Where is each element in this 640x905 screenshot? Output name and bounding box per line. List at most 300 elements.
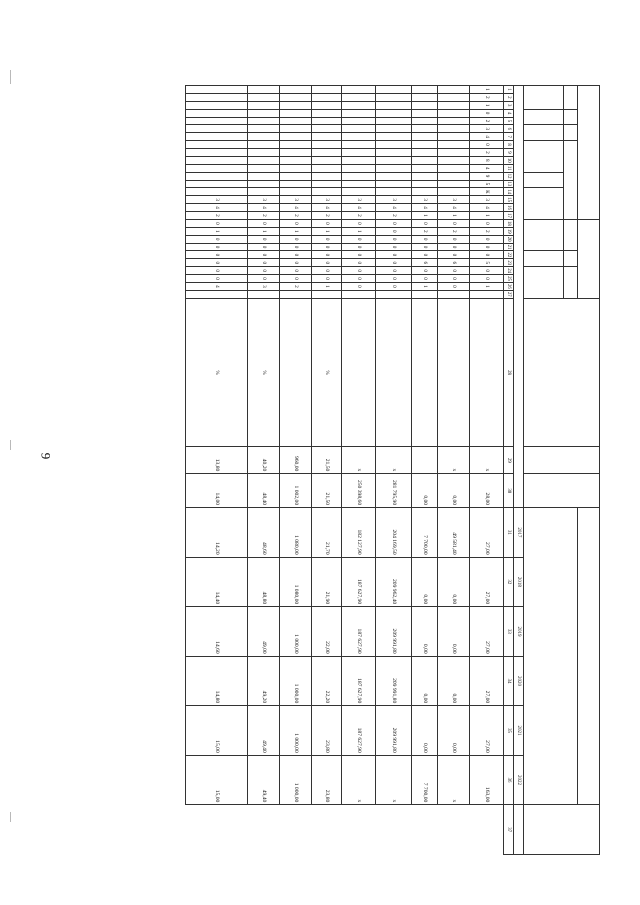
code-cell: 0: [376, 282, 412, 290]
code-cell: 1: [412, 282, 438, 290]
year-2021: 2021: [514, 706, 524, 756]
code-cell: [342, 125, 376, 133]
code-cell: 0: [376, 235, 412, 243]
code-cell: 0: [438, 275, 470, 283]
code-cell: [280, 188, 312, 196]
column-number: 6: [504, 125, 514, 133]
code-cell: 0: [438, 219, 470, 227]
header-row-1: [578, 86, 600, 855]
code-cell: 0: [312, 259, 342, 267]
code-cell: 4: [438, 204, 470, 212]
code-cell: [280, 125, 312, 133]
code-cell: [280, 141, 312, 149]
code-cell: 0: [186, 243, 248, 251]
code-cell: [280, 156, 312, 164]
code-cell: [312, 86, 342, 94]
year-value-cell: 1 080,00: [280, 508, 312, 558]
code-cell: [412, 188, 438, 196]
column-number-row: [504, 86, 514, 855]
column-number: 8: [504, 141, 514, 149]
code-cell: [438, 164, 470, 172]
code-cell: [186, 172, 248, 180]
code-cell: [186, 180, 248, 188]
year-2019: 2019: [514, 607, 524, 657]
program-name-cell: [312, 290, 342, 298]
code-cell: 2: [248, 212, 280, 220]
base-value-cell: 40,20: [248, 447, 280, 474]
column-number: 18: [504, 219, 514, 227]
code-cell: [248, 172, 280, 180]
code-cell: [248, 133, 280, 141]
code-cell: 0: [342, 259, 376, 267]
base-value-cell: 13,80: [186, 447, 248, 474]
code-cell: [438, 141, 470, 149]
year-value-cell: 1 000,00: [280, 706, 312, 756]
code-cell: [248, 109, 280, 117]
code-cell: 1: [280, 227, 312, 235]
header-blank-d: [524, 219, 564, 251]
target-value-cell: 7 700,00: [412, 755, 438, 805]
code-cell: 0: [248, 259, 280, 267]
header-measure: [564, 267, 578, 299]
code-cell: [342, 172, 376, 180]
year-2020: 2020: [514, 656, 524, 706]
code-cell: [312, 109, 342, 117]
rotated-table-container: [210, 85, 600, 855]
code-cell: [376, 133, 412, 141]
code-cell: [312, 172, 342, 180]
code-cell: [438, 156, 470, 164]
code-cell: [280, 86, 312, 94]
code-cell: 0: [248, 235, 280, 243]
code-cell: [248, 125, 280, 133]
code-cell: [312, 93, 342, 101]
code-cell: [248, 180, 280, 188]
year-value-cell: 209 991,80: [376, 607, 412, 657]
code-cell: 1: [470, 282, 504, 290]
code-cell: 0: [280, 235, 312, 243]
code-cell: [376, 101, 412, 109]
code-cell: [186, 141, 248, 149]
code-cell: 0: [470, 141, 504, 149]
year-value-cell: 204 169,50: [376, 508, 412, 558]
code-cell: [342, 149, 376, 157]
header-program-name: [524, 298, 600, 447]
code-cell: 0: [248, 251, 280, 259]
code-cell: [248, 86, 280, 94]
code-cell: 0: [412, 267, 438, 275]
header-admin-code: [564, 86, 578, 110]
unit-cell: [342, 298, 376, 447]
code-cell: [312, 156, 342, 164]
code-cell: 0: [438, 235, 470, 243]
year-row-spacer: [514, 86, 524, 508]
unit-cell: [376, 298, 412, 447]
code-cell: 0: [186, 235, 248, 243]
code-cell: 1: [470, 212, 504, 220]
code-cell: [438, 93, 470, 101]
code-cell: [342, 180, 376, 188]
header-blank-e: [524, 251, 564, 267]
code-cell: 3: [248, 196, 280, 204]
target-value-cell: х: [376, 755, 412, 805]
year-value-cell: 0,00: [438, 706, 470, 756]
code-cell: 0: [470, 243, 504, 251]
code-cell: 0: [312, 219, 342, 227]
code-cell: [186, 117, 248, 125]
code-cell: 0: [376, 259, 412, 267]
column-number: 22: [504, 251, 514, 259]
program-name-cell: [376, 290, 412, 298]
code-cell: [412, 156, 438, 164]
target-value-cell: 23,80: [312, 755, 342, 805]
code-cell: 2: [280, 282, 312, 290]
base-value-cell: х: [470, 447, 504, 474]
code-cell: 0: [186, 219, 248, 227]
code-cell: 4: [412, 204, 438, 212]
code-cell: [412, 164, 438, 172]
year-value-cell: 14,60: [186, 607, 248, 657]
code-cell: 0: [342, 282, 376, 290]
code-cell: 3: [470, 196, 504, 204]
header-program-code: [524, 141, 564, 173]
header-blank-c: [524, 125, 564, 141]
year-value-cell: 14,40: [186, 557, 248, 607]
base-value-cell: х: [376, 447, 412, 474]
code-cell: 4: [470, 204, 504, 212]
year-value-cell: 28,00: [470, 474, 504, 508]
year-2022: 2022: [514, 755, 524, 805]
code-cell: [376, 172, 412, 180]
code-cell: [412, 172, 438, 180]
code-cell: [186, 188, 248, 196]
year-value-cell: 0,00: [412, 656, 438, 706]
column-number: 33: [504, 607, 514, 657]
column-number: 19: [504, 227, 514, 235]
code-cell: 2: [412, 227, 438, 235]
year-value-cell: 21,70: [312, 508, 342, 558]
code-cell: [186, 125, 248, 133]
year-value-cell: 49,20: [248, 656, 280, 706]
code-cell: 0: [342, 235, 376, 243]
code-cell: 9: [470, 172, 504, 180]
code-cell: [412, 101, 438, 109]
code-cell: 6: [438, 259, 470, 267]
code-cell: 0: [470, 235, 504, 243]
code-cell: [438, 133, 470, 141]
code-cell: [376, 180, 412, 188]
code-cell: [412, 109, 438, 117]
year-value-cell: 49,40: [248, 706, 280, 756]
year-value-cell: 187 627,90: [342, 706, 376, 756]
year-value-cell: 22,00: [312, 607, 342, 657]
code-cell: [186, 86, 248, 94]
year-value-cell: 14,80: [186, 656, 248, 706]
code-cell: 0: [280, 219, 312, 227]
column-number: 10: [504, 156, 514, 164]
code-cell: [248, 101, 280, 109]
target-value-cell: 15,00: [186, 755, 248, 805]
code-cell: 0: [280, 259, 312, 267]
code-cell: [438, 180, 470, 188]
code-cell: 4: [342, 204, 376, 212]
column-number: 14: [504, 188, 514, 196]
code-cell: [280, 133, 312, 141]
code-cell: 0: [376, 227, 412, 235]
code-cell: [186, 164, 248, 172]
code-cell: [376, 156, 412, 164]
scan-mark-middle: [10, 440, 11, 450]
code-cell: [412, 93, 438, 101]
year-value-cell: 48,80: [248, 557, 280, 607]
code-cell: 0: [470, 267, 504, 275]
program-name-cell: [186, 290, 248, 298]
code-cell: [342, 93, 376, 101]
column-number: 12: [504, 172, 514, 180]
code-cell: [312, 149, 342, 157]
unit-cell: [280, 298, 312, 447]
year-row-target: [514, 805, 524, 855]
column-number: 11: [504, 164, 514, 172]
code-cell: 0: [376, 243, 412, 251]
code-cell: [438, 101, 470, 109]
code-cell: [376, 117, 412, 125]
year-value-cell: 0,00: [438, 474, 470, 508]
year-value-cell: 0,00: [412, 706, 438, 756]
code-cell: 0: [186, 259, 248, 267]
code-cell: [186, 101, 248, 109]
code-cell: 0: [186, 267, 248, 275]
code-cell: [412, 125, 438, 133]
column-number: 37: [504, 805, 514, 855]
code-cell: [312, 164, 342, 172]
column-number: 24: [504, 267, 514, 275]
year-value-cell: 1 080,00: [280, 557, 312, 607]
code-cell: [342, 188, 376, 196]
year-value-cell: 27,00: [470, 607, 504, 657]
code-cell: 0: [376, 275, 412, 283]
code-cell: 1: [470, 101, 504, 109]
column-number: 16: [504, 204, 514, 212]
code-cell: 0: [470, 275, 504, 283]
code-cell: 4: [186, 282, 248, 290]
code-cell: [280, 180, 312, 188]
code-cell: 2: [186, 212, 248, 220]
code-cell: 0: [312, 275, 342, 283]
unit-cell: %: [312, 298, 342, 447]
base-value-cell: х: [438, 447, 470, 474]
year-value-cell: 187 627,90: [342, 656, 376, 706]
code-cell: [312, 188, 342, 196]
header-direction-code: [524, 188, 564, 220]
code-cell: 4: [470, 133, 504, 141]
unit-cell: %: [186, 298, 248, 447]
table-row: [412, 86, 438, 855]
year-value-cell: 187 627,90: [342, 607, 376, 657]
code-cell: [376, 164, 412, 172]
code-cell: 3: [470, 125, 504, 133]
code-cell: [412, 117, 438, 125]
code-cell: [438, 125, 470, 133]
table-row: [342, 86, 376, 855]
year-value-cell: 1 002,00: [280, 474, 312, 508]
year-value-cell: 209 962,40: [376, 557, 412, 607]
code-cell: [248, 164, 280, 172]
year-value-cell: 27,00: [470, 508, 504, 558]
header-target-article: [564, 141, 578, 220]
program-name-cell: [342, 290, 376, 298]
year-value-cell: 27,00: [470, 706, 504, 756]
column-number: 32: [504, 557, 514, 607]
code-cell: [186, 156, 248, 164]
base-value-cell: 960,00: [280, 447, 312, 474]
unit-cell: [438, 298, 470, 447]
code-cell: [412, 141, 438, 149]
table-row: [376, 86, 412, 855]
table-row: [470, 86, 504, 855]
table-row: [248, 86, 280, 855]
code-cell: 0: [280, 251, 312, 259]
code-cell: 1: [470, 86, 504, 94]
code-cell: 0: [248, 243, 280, 251]
unit-cell: [470, 298, 504, 447]
year-value-cell: 21,50: [312, 474, 342, 508]
page-number: 9: [38, 452, 54, 460]
code-cell: 4: [280, 204, 312, 212]
code-cell: [280, 172, 312, 180]
program-name-cell: [470, 290, 504, 298]
column-number: 21: [504, 243, 514, 251]
code-cell: 1: [438, 212, 470, 220]
column-number: 34: [504, 656, 514, 706]
column-number: 1: [504, 86, 514, 94]
target-value-cell: 1 000,00: [280, 755, 312, 805]
header-target-value: [524, 805, 600, 855]
code-cell: [376, 141, 412, 149]
header-program: [564, 219, 578, 251]
year-value-cell: 23,80: [312, 706, 342, 756]
code-cell: [438, 86, 470, 94]
header-base-value: [524, 474, 600, 508]
code-cell: [342, 133, 376, 141]
column-number: 25: [504, 275, 514, 283]
code-cell: 0: [342, 251, 376, 259]
year-value-cell: 7 700,00: [412, 508, 438, 558]
header-measure-code: [524, 267, 564, 299]
code-cell: 0: [342, 267, 376, 275]
code-cell: 4: [312, 204, 342, 212]
code-cell: [280, 101, 312, 109]
code-cell: 1: [248, 227, 280, 235]
header-subsection: [564, 125, 578, 141]
year-value-cell: 0,00: [412, 607, 438, 657]
code-cell: [186, 93, 248, 101]
column-number: 3: [504, 101, 514, 109]
code-cell: 0: [342, 219, 376, 227]
code-cell: 3: [376, 196, 412, 204]
program-name-cell: [412, 290, 438, 298]
code-cell: 3: [438, 196, 470, 204]
year-value-cell: 0,00: [412, 474, 438, 508]
header-budget-classification: [578, 86, 600, 220]
target-value-cell: 163,00: [470, 755, 504, 805]
code-cell: 0: [186, 275, 248, 283]
year-value-cell: 14,00: [186, 474, 248, 508]
target-value-cell: 49,40: [248, 755, 280, 805]
code-cell: 0: [312, 235, 342, 243]
table-body: [186, 86, 504, 855]
code-cell: [376, 109, 412, 117]
code-cell: [342, 164, 376, 172]
code-cell: 0: [280, 267, 312, 275]
code-cell: [280, 164, 312, 172]
code-cell: [312, 180, 342, 188]
code-cell: [312, 141, 342, 149]
code-cell: [438, 172, 470, 180]
code-cell: 2: [438, 227, 470, 235]
year-2018: 2018: [514, 557, 524, 607]
column-number: 36: [504, 755, 514, 805]
code-cell: [312, 101, 342, 109]
code-cell: [248, 156, 280, 164]
code-cell: 2: [470, 227, 504, 235]
code-cell: [342, 86, 376, 94]
column-number: 26: [504, 282, 514, 290]
code-cell: 0: [412, 235, 438, 243]
code-cell: 0: [412, 219, 438, 227]
code-cell: [376, 125, 412, 133]
code-cell: 3: [248, 282, 280, 290]
unit-cell: %: [248, 298, 280, 447]
column-number: 17: [504, 212, 514, 220]
code-cell: 0: [412, 243, 438, 251]
header-unit: [524, 447, 600, 474]
column-number: 4: [504, 109, 514, 117]
year-value-cell: 281 795,90: [376, 474, 412, 508]
unit-cell: [412, 298, 438, 447]
code-cell: 0: [376, 219, 412, 227]
code-cell: 0: [312, 267, 342, 275]
header-subprogram-code: [524, 172, 564, 188]
code-cell: [280, 149, 312, 157]
code-cell: 0: [280, 275, 312, 283]
code-cell: 0: [248, 267, 280, 275]
table-row: [280, 86, 312, 855]
year-value-cell: 14,20: [186, 508, 248, 558]
code-cell: [376, 86, 412, 94]
code-cell: 2: [376, 212, 412, 220]
code-cell: [248, 93, 280, 101]
base-value-cell: х: [342, 447, 376, 474]
code-cell: [342, 109, 376, 117]
code-cell: [412, 180, 438, 188]
year-value-cell: 27,00: [470, 656, 504, 706]
code-cell: 5: [470, 180, 504, 188]
column-number: 35: [504, 706, 514, 756]
code-cell: 2: [342, 212, 376, 220]
year-value-cell: 187 627,90: [342, 557, 376, 607]
code-cell: 2: [280, 212, 312, 220]
code-cell: [438, 149, 470, 157]
code-cell: [312, 125, 342, 133]
column-number: 29: [504, 447, 514, 474]
code-cell: 0: [412, 275, 438, 283]
code-cell: 0: [438, 251, 470, 259]
column-number: 7: [504, 133, 514, 141]
year-value-cell: 0,00: [412, 557, 438, 607]
year-value-cell: 209 991,80: [376, 706, 412, 756]
code-cell: 3: [186, 196, 248, 204]
